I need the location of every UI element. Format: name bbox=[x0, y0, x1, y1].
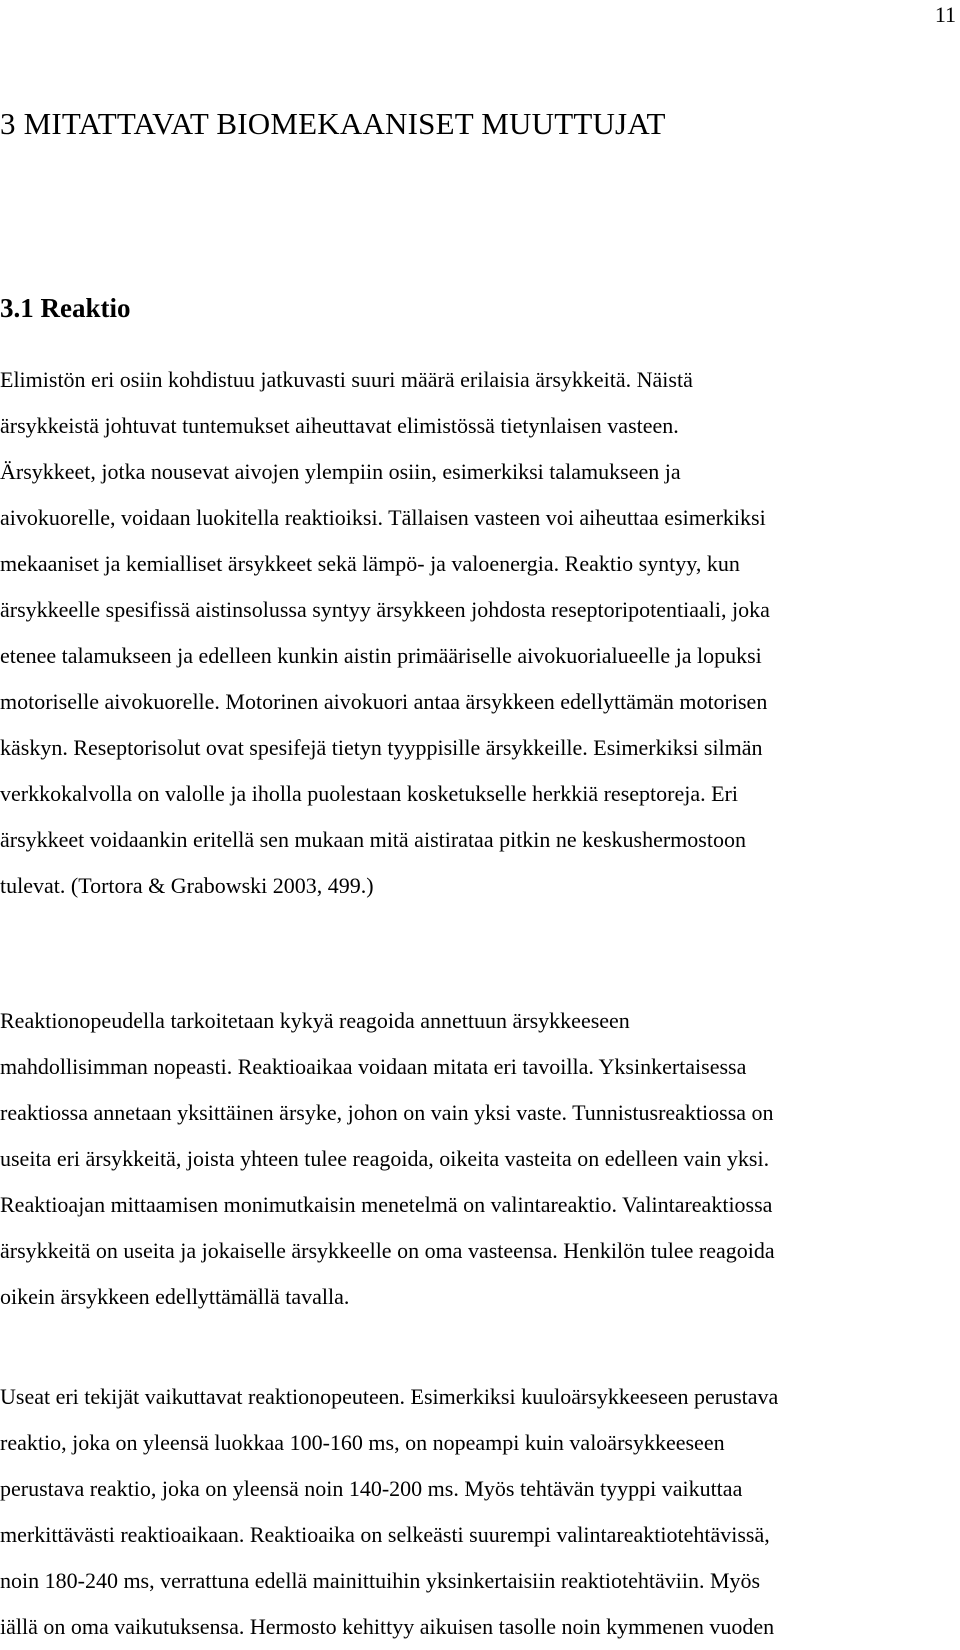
text-line: mekaaniset ja kemialliset ärsykkeet sekä lämpö- ja valoenergia. Reaktio syntyy, kun bbox=[0, 551, 740, 576]
text-line: useita eri ärsykkeitä, joista yhteen tulee reagoida, oikeita vasteita on edelleen vain yksi. bbox=[0, 1146, 770, 1171]
text-line: noin 180-240 ms, verrattuna edellä mainittuihin yksinkertaisiin reaktiotehtäviin. Myös bbox=[0, 1568, 761, 1593]
text-line: iällä on oma vaikutuksensa. Hermosto kehittyy aikuisen tasolle noin kymmenen vuoden bbox=[0, 1614, 775, 1639]
text-line: ärsykkeitä on useita ja jokaiselle ärsykkeelle on oma vasteensa. Henkilön tulee reagoida bbox=[0, 1238, 775, 1263]
text-line: mahdollisimman nopeasti. Reaktioaikaa voidaan mitata eri tavoilla. Yksinkertaisessa bbox=[0, 1054, 747, 1079]
text-line: reaktiossa annetaan yksittäinen ärsyke, johon on vain yksi vaste. Tunnistusreaktiossa on bbox=[0, 1100, 774, 1125]
chapter-title: 3 MITATTAVAT BIOMEKAANISET MUUTTUJAT bbox=[0, 106, 666, 141]
text-line: Elimistön eri osiin kohdistuu jatkuvasti suuri määrä erilaisia ärsykkeitä. Näistä bbox=[0, 367, 693, 392]
text-line: merkittävästi reaktioaikaan. Reaktioaika on selkeästi suurempi valintareaktiotehtävissä, bbox=[0, 1522, 770, 1547]
text-line: ärsykkeelle spesifissä aistinsolussa syntyy ärsykkeen johdosta reseptoripotentiaali, joka bbox=[0, 597, 770, 622]
text-line: Reaktionopeudella tarkoitetaan kykyä reagoida annettuun ärsykkeeseen bbox=[0, 1008, 630, 1033]
text-line: ärsykkeet voidaankin eritellä sen mukaan mitä aistirataa pitkin ne keskushermostoon bbox=[0, 827, 746, 852]
text-line: motoriselle aivokuorelle. Motorinen aivokuori antaa ärsykkeen edellyttämän motorisen bbox=[0, 689, 768, 714]
text-line: käskyn. Reseptorisolut ovat spesifejä tietyn tyyppisille ärsykkeille. Esimerkiksi silmän bbox=[0, 735, 763, 760]
text-line: perustava reaktio, joka on yleensä noin 140-200 ms. Myös tehtävän tyyppi vaikuttaa bbox=[0, 1476, 743, 1501]
text-line: verkkokalvolla on valolle ja iholla puolestaan kosketukselle herkkiä reseptoreja. Eri bbox=[0, 781, 738, 806]
paragraph-1 bbox=[0, 357, 960, 909]
text-line: aivokuorelle, voidaan luokitella reaktioiksi. Tällaisen vasteen voi aiheuttaa esimerkiksi bbox=[0, 505, 766, 530]
text-line: tulevat. (Tortora & Grabowski 2003, 499.) bbox=[0, 873, 374, 898]
text-line: reaktio, joka on yleensä luokkaa 100-160 ms, on nopeampi kuin valoärsykkeeseen bbox=[0, 1430, 725, 1455]
text-line: etenee talamukseen ja edelleen kunkin aistin primääriselle aivokuorialueelle ja lopuksi bbox=[0, 643, 762, 668]
paragraph-2 bbox=[0, 998, 960, 1320]
section-title: 3.1 Reaktio bbox=[0, 293, 131, 323]
text-line: Useat eri tekijät vaikuttavat reaktionopeuteen. Esimerkiksi kuuloärsykkeeseen perustava bbox=[0, 1384, 779, 1409]
text-line: oikein ärsykkeen edellyttämällä tavalla. bbox=[0, 1284, 350, 1309]
page-number: 11 bbox=[934, 2, 956, 27]
text-line: Reaktioajan mittaamisen monimutkaisin menetelmä on valintareaktio. Valintareaktiossa bbox=[0, 1192, 773, 1217]
paragraph-3 bbox=[0, 1374, 960, 1650]
text-line: ärsykkeistä johtuvat tuntemukset aiheuttavat elimistössä tietynlaisen vasteen. bbox=[0, 413, 679, 438]
text-line: Ärsykkeet, jotka nousevat aivojen ylempiin osiin, esimerkiksi talamukseen ja bbox=[0, 459, 681, 484]
